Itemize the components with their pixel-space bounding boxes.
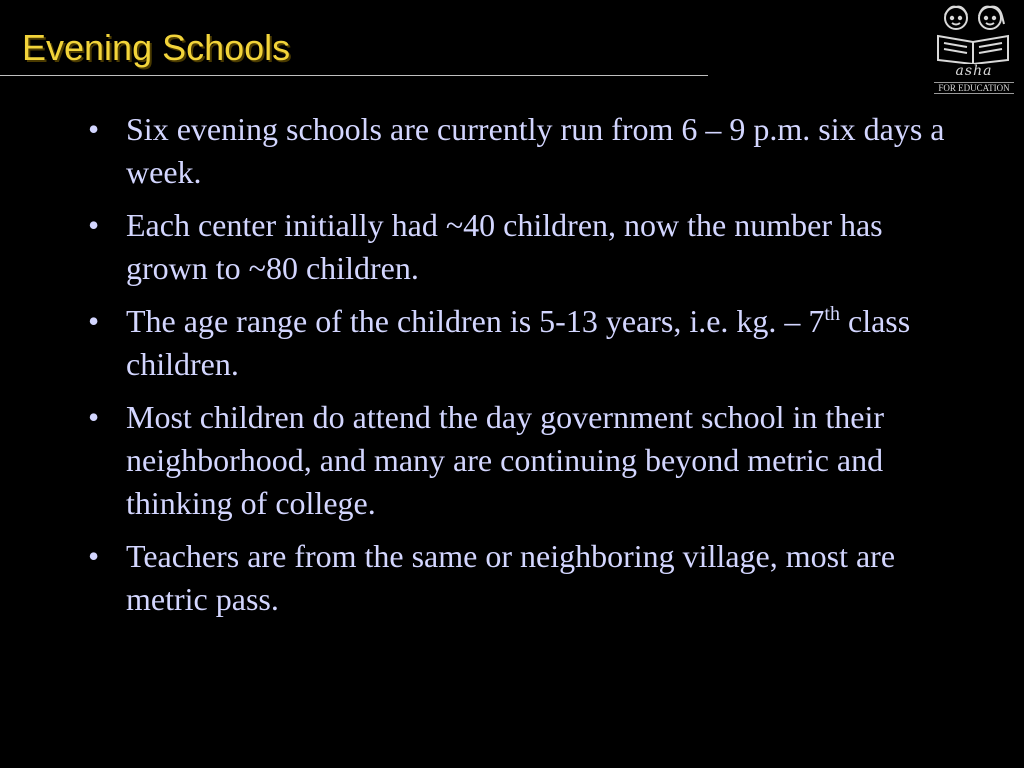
- bullet-item: [88, 396, 958, 525]
- bullet-text: [126, 303, 910, 382]
- bullet-text: Each center initially had ~40 children, now the number has grown to ~80 children.: [126, 207, 883, 286]
- bullet-text: Six evening schools are currently run from 6 – 9 p.m. six days a week.: [126, 111, 945, 190]
- bullet-dot: •: [88, 111, 100, 147]
- bullet-dot: •: [88, 538, 100, 574]
- bullet-text: Teachers are from the same or neighboring village, most are metric pass.: [126, 538, 896, 617]
- bullet-item: [88, 204, 958, 290]
- bullet-dot: •: [88, 207, 100, 243]
- bullet-item: [88, 108, 958, 194]
- ordinal-superscript: th: [824, 303, 840, 325]
- bullet-text-part: class children.: [126, 303, 911, 382]
- bullet-dot: •: [88, 303, 100, 339]
- logo-wordmark: asha: [955, 63, 993, 79]
- bullet-item: [88, 535, 958, 621]
- bullet-dot: •: [88, 399, 100, 435]
- bullet-list: [88, 108, 958, 631]
- bullet-item: [88, 300, 958, 386]
- bullet-text-part: The age range of the children is 5-13 years, i.e. kg. – 7: [126, 303, 825, 339]
- logo-tagline: FOR EDUCATION: [934, 82, 1014, 94]
- title-divider: [0, 75, 708, 76]
- asha-logo: [930, 2, 1018, 94]
- bullet-text: Most children do attend the day government school in their neighborhood, and many are continuing beyond metric and thinking of college.: [126, 399, 885, 521]
- children-reading-book-icon: [930, 2, 1018, 64]
- slide-title: Evening Schools: [22, 27, 291, 68]
